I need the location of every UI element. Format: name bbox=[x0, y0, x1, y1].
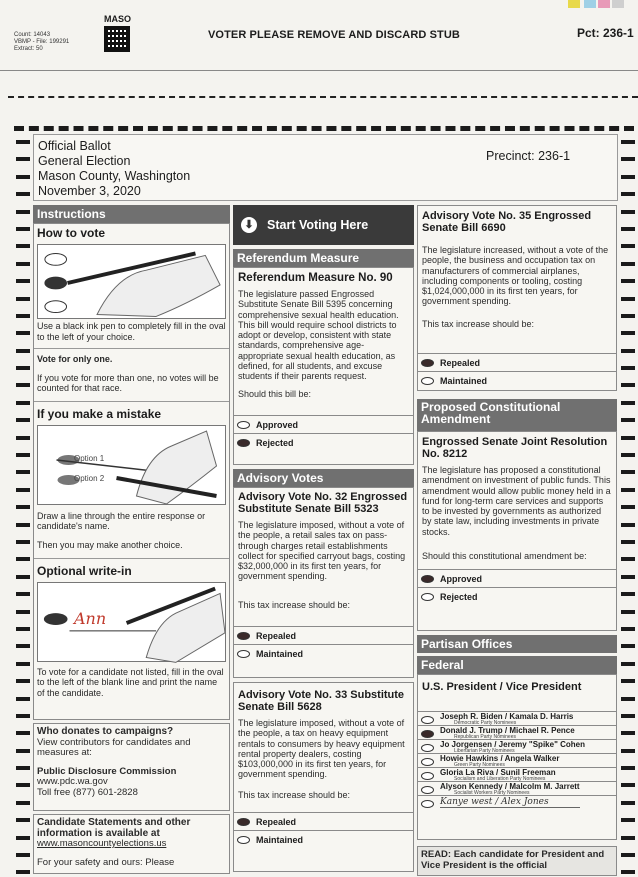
option-2-label: Option 2 bbox=[74, 473, 105, 483]
referendum-90-title: Referendum Measure No. 90 bbox=[238, 272, 393, 284]
instructions-column bbox=[33, 205, 230, 874]
another-choice-text: Then you may make another choice. bbox=[37, 539, 183, 550]
candidate-kennedy[interactable] bbox=[418, 781, 616, 795]
repealed-oval-filled[interactable] bbox=[421, 359, 434, 367]
color-mark-gray bbox=[612, 0, 624, 8]
referendum-90-text: The legislature passed Engrossed Substitute Senate Bill 5395 concerning comprehensive sexual health education. This bill would require school districts to adopt or develop, consistent with state standards, comprehensive age-appropriate sexual health education, as defined, for all students, and excuse students if their parents request. bbox=[238, 289, 399, 382]
approved-label: Approved bbox=[440, 573, 483, 584]
candidate-party: Republican Party Nominees bbox=[454, 734, 516, 740]
candidate-write-in[interactable] bbox=[418, 795, 616, 811]
advisory-32-panel bbox=[233, 487, 414, 678]
ballot-header bbox=[33, 134, 618, 201]
read-note-panel bbox=[417, 846, 617, 876]
stub-extract: Extract: 50 bbox=[14, 46, 43, 52]
hand-strike-icon bbox=[38, 426, 225, 506]
strike-through-illustration bbox=[37, 425, 226, 505]
approved-oval[interactable] bbox=[237, 421, 250, 429]
referendum-90-question: Should this bill be: bbox=[238, 389, 312, 399]
candidate-name: Gloria La Riva / Sunil Freeman bbox=[440, 768, 556, 777]
repealed-label: Repealed bbox=[440, 357, 481, 368]
advisory-33-text: The legislature imposed, without a vote of the people, a tax on heavy equipment rentals to consumers by heavy equipment rental property dealers, costing $103,000,000 in its first ten years, for government spending. bbox=[238, 718, 405, 780]
advisory-32-maintained-option[interactable] bbox=[234, 644, 413, 662]
measures-column bbox=[233, 205, 414, 872]
candidate-la-riva[interactable] bbox=[418, 767, 616, 781]
stub-precinct: Pct: 236-1 bbox=[577, 26, 634, 40]
donations-heading: Who donates to campaigns? bbox=[37, 726, 174, 737]
perforation-line bbox=[8, 96, 638, 98]
start-voting-label: Start Voting Here bbox=[267, 218, 369, 232]
sjr-8212-title: Engrossed Senate Joint Resolution No. 8212 bbox=[422, 436, 608, 460]
sjr-8212-question: Should this constitutional amendment be: bbox=[422, 551, 587, 561]
candidate-party: Socialism and Liberation Party Nominees bbox=[454, 776, 546, 782]
arrow-down-icon: ⬇ bbox=[241, 217, 257, 233]
maintained-label: Maintained bbox=[256, 648, 304, 659]
candidate-biden[interactable] bbox=[418, 711, 616, 725]
donations-text: View contributors for candidates and measures at: bbox=[37, 736, 191, 758]
advisory-section-header: Advisory Votes bbox=[233, 469, 414, 487]
rejected-oval-filled[interactable] bbox=[237, 439, 250, 447]
stub-count: Count: 14043 bbox=[14, 32, 51, 38]
statements-heading: Candidate Statements and other information is available at bbox=[37, 817, 191, 839]
donations-panel bbox=[33, 723, 230, 811]
maintained-label: Maintained bbox=[256, 834, 304, 845]
advisory-33-panel bbox=[233, 682, 414, 872]
advisory-35-repealed-option[interactable] bbox=[418, 353, 616, 371]
repealed-label: Repealed bbox=[256, 816, 297, 827]
rejected-label: Rejected bbox=[440, 591, 478, 602]
statements-panel bbox=[33, 814, 230, 874]
sjr-8212-text: The legislature has proposed a constitutional amendment on investment of public funds. This amendment would allow public money held in a fund for long-term care services and supports to be invested by governments as authorized by state law, including investments in private stocks. bbox=[422, 465, 611, 537]
candidate-party: Democratic Party Nominees bbox=[454, 720, 517, 726]
ballot-stub bbox=[0, 0, 638, 96]
maintained-oval[interactable] bbox=[237, 836, 250, 844]
candidate-party: Green Party Nominees bbox=[454, 762, 505, 768]
referendum-section-header: Referendum Measure bbox=[233, 249, 414, 267]
instructions-panel bbox=[33, 223, 230, 720]
president-race-panel bbox=[417, 674, 617, 840]
partisan-section-header: Partisan Offices bbox=[417, 635, 617, 653]
election-date: November 3, 2020 bbox=[38, 184, 141, 198]
pdc-name: Public Disclosure Commission bbox=[37, 765, 177, 777]
advisory-32-question: This tax increase should be: bbox=[238, 600, 351, 610]
advisory-33-title: Advisory Vote No. 33 Substitute Senate Bill 5628 bbox=[238, 689, 405, 713]
option-1-label: Option 1 bbox=[74, 453, 105, 463]
instructions-header: Instructions bbox=[33, 205, 230, 223]
candidate-party: Socialist Workers Party Nominees bbox=[454, 790, 530, 796]
safety-text: For your safety and ours: Please bbox=[37, 856, 175, 868]
write-in-sample: Ann bbox=[74, 608, 107, 628]
write-in-illustration bbox=[37, 582, 226, 662]
vote-for-one-text: If you vote for more than one, no votes will be counted for that race. bbox=[37, 372, 219, 393]
candidate-oval[interactable] bbox=[421, 716, 434, 724]
candidate-oval[interactable] bbox=[421, 744, 434, 752]
candidate-oval[interactable] bbox=[421, 772, 434, 780]
hand-write-icon bbox=[38, 583, 225, 663]
advisory-33-maintained-option[interactable] bbox=[234, 830, 413, 848]
referendum-90-approved-option[interactable] bbox=[234, 415, 413, 433]
advisory-35-panel bbox=[417, 205, 617, 391]
hand-pen-icon bbox=[38, 245, 225, 320]
mistake-heading: If you make a mistake bbox=[37, 406, 162, 421]
approved-label: Approved bbox=[256, 419, 299, 430]
advisory-32-repealed-option[interactable] bbox=[234, 626, 413, 644]
candidate-trump[interactable] bbox=[418, 725, 616, 739]
candidate-party: Libertarian Party Nominees bbox=[454, 748, 515, 754]
write-in-oval[interactable] bbox=[421, 800, 434, 808]
how-to-vote-text: Use a black ink pen to completely fill in the oval to the left of your choice. bbox=[37, 321, 226, 342]
referendum-90-panel bbox=[233, 267, 414, 465]
timing-marks-left bbox=[16, 140, 30, 877]
referendum-90-rejected-option[interactable] bbox=[234, 433, 413, 451]
stub-title: VOTER PLEASE REMOVE AND DISCARD STUB bbox=[208, 29, 460, 41]
rejected-oval[interactable] bbox=[421, 593, 434, 601]
mistake-text: Draw a line through the entire response or candidate's name. bbox=[37, 510, 206, 531]
advisory-35-title: Advisory Vote No. 35 Engrossed Senate Bill 6690 bbox=[422, 210, 592, 234]
maintained-oval[interactable] bbox=[237, 650, 250, 658]
color-mark-magenta bbox=[598, 0, 610, 8]
candidate-oval-filled[interactable] bbox=[421, 730, 434, 738]
write-in-heading: Optional write-in bbox=[37, 563, 132, 578]
advisory-35-maintained-option[interactable] bbox=[418, 371, 616, 389]
precinct-label: Precinct: 236-1 bbox=[486, 149, 571, 163]
advisory-33-repealed-option[interactable] bbox=[234, 812, 413, 830]
federal-header: Federal bbox=[417, 656, 617, 674]
advisory-35-text: The legislature increased, without a vote of the people, the business and occupation tax on manufacturers of commercial airplanes, including components or tooling, costing $1,024,000,000 in its first ten years, for government spending. bbox=[422, 245, 609, 307]
rejected-label: Rejected bbox=[256, 437, 294, 448]
ballot-title-block bbox=[38, 139, 190, 199]
approved-oval-filled[interactable] bbox=[421, 575, 434, 583]
read-note-text: READ: Each candidate for President and Vice President is the official bbox=[421, 849, 605, 871]
fill-oval-illustration bbox=[37, 244, 226, 319]
maintained-oval[interactable] bbox=[421, 377, 434, 385]
timing-marks-right bbox=[621, 140, 635, 877]
top-timing-track bbox=[14, 126, 634, 131]
candidate-oval[interactable] bbox=[421, 786, 434, 794]
candidate-name: Jo Jorgensen / Jeremy "Spike" Cohen bbox=[440, 740, 585, 749]
statements-link[interactable]: www.masoncountyelections.us bbox=[37, 838, 167, 849]
pdc-link[interactable]: www.pdc.wa.gov bbox=[37, 776, 108, 787]
stub-divider bbox=[0, 70, 638, 71]
amendment-section-header: Proposed Constitutional Amendment bbox=[417, 399, 617, 431]
sjr-8212-approved-option[interactable] bbox=[418, 569, 616, 587]
amendment-offices-column bbox=[417, 205, 617, 876]
repealed-oval-filled[interactable] bbox=[237, 818, 250, 826]
advisory-33-question: This tax increase should be: bbox=[238, 790, 351, 800]
advisory-32-text: The legislature imposed, without a vote of the people, a retail sales tax on pass-through charges retail establishments collect for specified carryout bags, costing $32,000,000 in its first ten years, for government spending. bbox=[238, 520, 406, 582]
maintained-label: Maintained bbox=[440, 375, 488, 386]
start-voting-banner bbox=[233, 205, 414, 245]
candidate-oval[interactable] bbox=[421, 758, 434, 766]
maso-label: MASO bbox=[104, 14, 131, 24]
stub-meta bbox=[14, 32, 69, 53]
color-mark-yellow bbox=[568, 0, 580, 8]
sjr-8212-rejected-option[interactable] bbox=[418, 587, 616, 605]
county-name: Mason County, Washington bbox=[38, 169, 191, 183]
color-mark-cyan bbox=[584, 0, 596, 8]
candidate-name: Howie Hawkins / Angela Walker bbox=[440, 754, 560, 763]
stub-vbmp: VBMP - File: 199291 bbox=[14, 39, 70, 45]
write-in-text: To vote for a candidate not listed, fill in the oval to the left of the blank line and print the name of the candidate. bbox=[37, 666, 224, 698]
write-in-line[interactable]: Kanye west / Alex Jones bbox=[440, 797, 580, 808]
candidate-jorgensen[interactable] bbox=[418, 739, 616, 753]
candidate-hawkins[interactable] bbox=[418, 753, 616, 767]
advisory-32-title: Advisory Vote No. 32 Engrossed Substitute Senate Bill 5323 bbox=[238, 491, 408, 515]
candidate-name: Joseph R. Biden / Kamala D. Harris bbox=[440, 712, 574, 721]
vote-for-one-heading: Vote for only one. bbox=[37, 354, 113, 364]
qr-code-icon bbox=[104, 26, 130, 52]
pdc-phone: Toll free (877) 601-2828 bbox=[37, 786, 138, 798]
election-type: General Election bbox=[38, 154, 131, 168]
ballot-title: Official Ballot bbox=[38, 139, 111, 153]
sjr-8212-panel bbox=[417, 431, 617, 631]
president-race-title: U.S. President / Vice President bbox=[422, 681, 582, 693]
how-to-vote-heading: How to vote bbox=[37, 226, 105, 240]
candidate-name: Donald J. Trump / Michael R. Pence bbox=[440, 726, 575, 735]
repealed-oval-filled[interactable] bbox=[237, 632, 250, 640]
repealed-label: Repealed bbox=[256, 630, 297, 641]
advisory-35-question: This tax increase should be: bbox=[422, 319, 535, 329]
candidate-name: Alyson Kennedy / Malcolm M. Jarrett bbox=[440, 782, 580, 791]
